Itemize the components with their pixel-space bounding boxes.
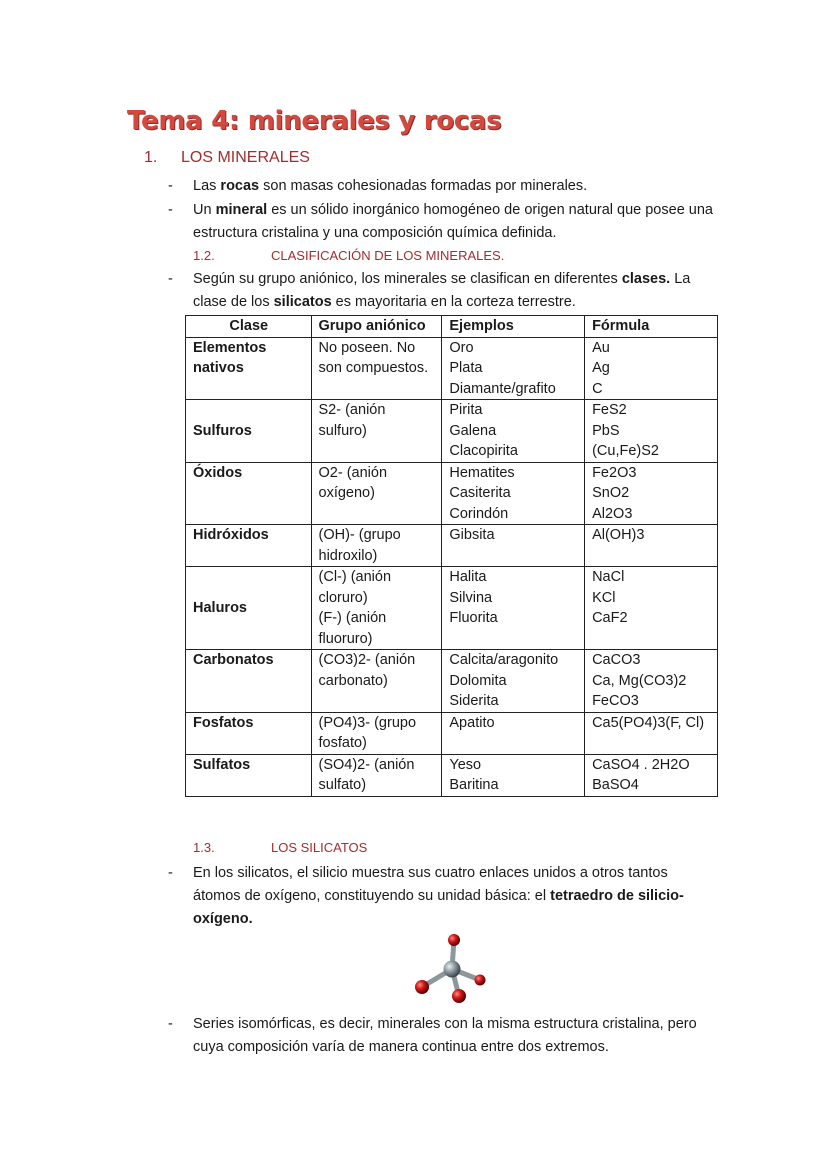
cell-formula <box>585 400 718 463</box>
cell-formula-line: Ca5(PO4)3(F, Cl) <box>592 714 705 731</box>
text-run: Un <box>193 202 216 218</box>
cell-formula <box>585 525 718 567</box>
bullet-text <box>193 199 723 245</box>
cell-grupo-line: No poseen. No <box>318 339 416 356</box>
bold-term: mineral <box>215 202 268 218</box>
cell-formula <box>585 567 718 650</box>
cell-ejemplos <box>442 462 585 525</box>
cell-grupo-line: (CO3)2- (anión <box>318 652 416 668</box>
bullet-text <box>193 268 723 314</box>
cell-ejemplos-line: Fluorita <box>449 610 498 626</box>
header-formula: Fórmula <box>585 316 718 338</box>
cell-formula <box>585 650 718 713</box>
bullet-dash: - <box>168 1016 173 1032</box>
cell-ejemplos-line: Corindón <box>449 505 509 522</box>
cell-clase <box>186 525 312 567</box>
cell-clase-line: Carbonatos <box>193 652 274 668</box>
cell-formula-line: Au <box>592 339 610 356</box>
cell-formula <box>585 712 718 754</box>
cell-grupo <box>311 567 442 650</box>
bullet-text <box>193 862 713 931</box>
cell-ejemplos-line: Diamante/grafito <box>449 380 556 397</box>
table-row <box>186 754 718 796</box>
cell-formula-line: Al2O3 <box>592 505 633 522</box>
cell-ejemplos-line: Galena <box>449 422 497 439</box>
cell-grupo-line: S2- (anión <box>318 402 386 418</box>
cell-ejemplos-line: Halita <box>449 569 487 585</box>
cell-clase <box>186 712 312 754</box>
cell-ejemplos <box>442 525 585 567</box>
cell-ejemplos <box>442 567 585 650</box>
cell-grupo-line: sulfuro) <box>318 422 367 439</box>
cell-grupo <box>311 400 442 463</box>
cell-ejemplos-line: Baritina <box>449 777 499 793</box>
cell-formula-line: CaCO3 <box>592 652 641 668</box>
cell-formula <box>585 462 718 525</box>
cell-grupo-line: sulfato) <box>318 777 367 793</box>
oxygen-atom-top <box>448 934 460 946</box>
cell-ejemplos-line: Silvina <box>449 589 493 606</box>
bold-term: rocas <box>220 178 260 194</box>
cell-grupo-line: (OH)- (grupo <box>318 527 401 543</box>
oxygen-atom-right <box>475 975 486 986</box>
cell-formula-line: Fe2O3 <box>592 464 637 481</box>
cell-clase-line: Sulfuros <box>193 422 252 439</box>
section-label: LOS SILICATOS <box>271 840 368 855</box>
cell-formula-line: Al(OH)3 <box>592 527 645 543</box>
cell-grupo-line: fosfato) <box>318 735 367 751</box>
bullet-text <box>193 175 723 198</box>
text-run: La clase de los <box>193 271 691 310</box>
text-run: es un sólido inorgánico homogéneo de origen natural que posee una estructura cristalina y una composición química definida. <box>193 202 713 241</box>
cell-grupo-line: (SO4)2- (anión <box>318 756 415 773</box>
cell-formula-line: FeCO3 <box>592 693 639 709</box>
cell-ejemplos <box>442 754 585 796</box>
text-run: es mayoritaria en la corteza terrestre. <box>331 294 576 310</box>
cell-ejemplos-line: Oro <box>449 339 474 356</box>
cell-grupo-line: (PO4)3- (grupo <box>318 714 417 731</box>
section-label: CLASIFICACIÓN DE LOS MINERALES. <box>271 248 505 263</box>
table-row <box>186 400 718 463</box>
cell-grupo-line: son compuestos. <box>318 360 429 376</box>
cell-formula-line: Ca, Mg(CO3)2 <box>592 672 687 689</box>
cell-formula-line: FeS2 <box>592 402 627 418</box>
cell-formula <box>585 754 718 796</box>
cell-clase <box>186 400 312 463</box>
page-title: Tema 4: minerales y rocas <box>127 106 502 136</box>
cell-ejemplos-line: Dolomita <box>449 672 507 689</box>
minerals-table <box>185 315 718 797</box>
header-clase: Clase <box>186 316 312 338</box>
table-row <box>186 337 718 400</box>
cell-clase <box>186 650 312 713</box>
cell-formula-line: CaF2 <box>592 610 628 626</box>
section-number: 1. <box>144 149 158 166</box>
section-heading-los-minerales <box>144 149 310 167</box>
cell-ejemplos-line: Casiterita <box>449 485 511 501</box>
cell-clase-line: Sulfatos <box>193 756 251 773</box>
cell-grupo-line: carbonato) <box>318 672 388 689</box>
bullet-dash: - <box>168 865 173 881</box>
cell-clase-line: Óxidos <box>193 464 243 481</box>
text-run: En los silicatos, el silicio muestra sus cuatro enlaces unidos a otros tantos átomos de oxígeno, constituyendo su unidad básica: el <box>193 865 668 904</box>
table-row <box>186 712 718 754</box>
table-row <box>186 525 718 567</box>
cell-formula-line: BaSO4 <box>592 777 639 793</box>
cell-grupo-line: fluoruro) <box>318 630 373 647</box>
cell-formula-line: PbS <box>592 422 620 439</box>
cell-clase-line: Hidróxidos <box>193 527 269 543</box>
cell-formula-line: C <box>592 380 603 397</box>
text-run: Según su grupo aniónico, los minerales se clasifican en diferentes <box>193 271 622 287</box>
header-ejemplos: Ejemplos <box>442 316 585 338</box>
cell-ejemplos-line: Apatito <box>449 714 495 731</box>
cell-grupo <box>311 712 442 754</box>
cell-formula-line: CaSO4 . 2H2O <box>592 756 690 773</box>
cell-clase <box>186 754 312 796</box>
table-header-row <box>186 316 718 338</box>
cell-ejemplos-line: Gibsita <box>449 527 495 543</box>
section-heading-silicatos <box>193 840 367 855</box>
cell-grupo-line: O2- (anión <box>318 464 388 481</box>
cell-formula-line: (Cu,Fe)S2 <box>592 443 659 459</box>
cell-clase-line: Haluros <box>193 599 247 616</box>
cell-grupo <box>311 525 442 567</box>
cell-grupo-line: hidroxilo) <box>318 547 378 564</box>
section-label: LOS MINERALES <box>181 149 310 166</box>
cell-clase <box>186 462 312 525</box>
table-row <box>186 650 718 713</box>
cell-formula <box>585 337 718 400</box>
cell-ejemplos-line: Yeso <box>449 756 482 773</box>
cell-ejemplos-line: Hematites <box>449 464 515 481</box>
section-heading-clasificacion <box>193 248 504 263</box>
cell-grupo-line: (Cl-) (anión <box>318 569 392 585</box>
cell-ejemplos-line: Calcita/aragonito <box>449 652 559 668</box>
cell-ejemplos-line: Clacopirita <box>449 443 518 459</box>
bullet-text <box>193 1013 723 1059</box>
cell-clase-line: nativos <box>193 360 244 376</box>
cell-clase-line: Fosfatos <box>193 714 254 731</box>
cell-clase-line: Elementos <box>193 339 267 356</box>
bullet-dash: - <box>168 178 173 194</box>
section-number: 1.2. <box>193 248 215 263</box>
cell-ejemplos <box>442 400 585 463</box>
cell-grupo-line: oxígeno) <box>318 485 375 501</box>
cell-clase <box>186 337 312 400</box>
cell-grupo <box>311 462 442 525</box>
header-grupo: Grupo aniónico <box>311 316 442 338</box>
cell-grupo <box>311 337 442 400</box>
text-run: son masas cohesionadas formadas por minerales. <box>259 178 588 194</box>
silicon-oxygen-tetrahedron-illustration <box>410 932 490 1006</box>
table-row <box>186 462 718 525</box>
text-run: Las <box>193 178 221 194</box>
bullet-dash: - <box>168 271 173 287</box>
cell-grupo-line: cloruro) <box>318 589 368 606</box>
silicon-atom <box>444 961 461 978</box>
text-run: Series isomórficas, es decir, minerales con la misma estructura cristalina, pero cuya composición varía de manera continua entre dos extremos. <box>193 1016 697 1055</box>
cell-ejemplos-line: Pirita <box>449 402 483 418</box>
bold-term: silicatos <box>273 294 332 310</box>
cell-ejemplos-line: Siderita <box>449 693 499 709</box>
cell-ejemplos-line: Plata <box>449 360 483 376</box>
cell-ejemplos <box>442 337 585 400</box>
section-number: 1.3. <box>193 840 215 855</box>
cell-formula-line: KCl <box>592 589 616 606</box>
bullet-dash: - <box>168 202 173 218</box>
cell-grupo-line: (F-) (anión <box>318 610 387 626</box>
table-row <box>186 567 718 650</box>
cell-formula-line: NaCl <box>592 569 625 585</box>
cell-clase <box>186 567 312 650</box>
oxygen-atom-bottom <box>452 989 466 1003</box>
cell-ejemplos <box>442 712 585 754</box>
bold-term: clases. <box>621 271 671 287</box>
cell-ejemplos <box>442 650 585 713</box>
cell-grupo <box>311 650 442 713</box>
bold-term: tetraedro de silicio-oxígeno. <box>193 888 684 927</box>
cell-formula-line: SnO2 <box>592 485 630 501</box>
table-body <box>186 337 718 796</box>
cell-grupo <box>311 754 442 796</box>
cell-formula-line: Ag <box>592 360 610 376</box>
oxygen-atom-left <box>415 980 429 994</box>
